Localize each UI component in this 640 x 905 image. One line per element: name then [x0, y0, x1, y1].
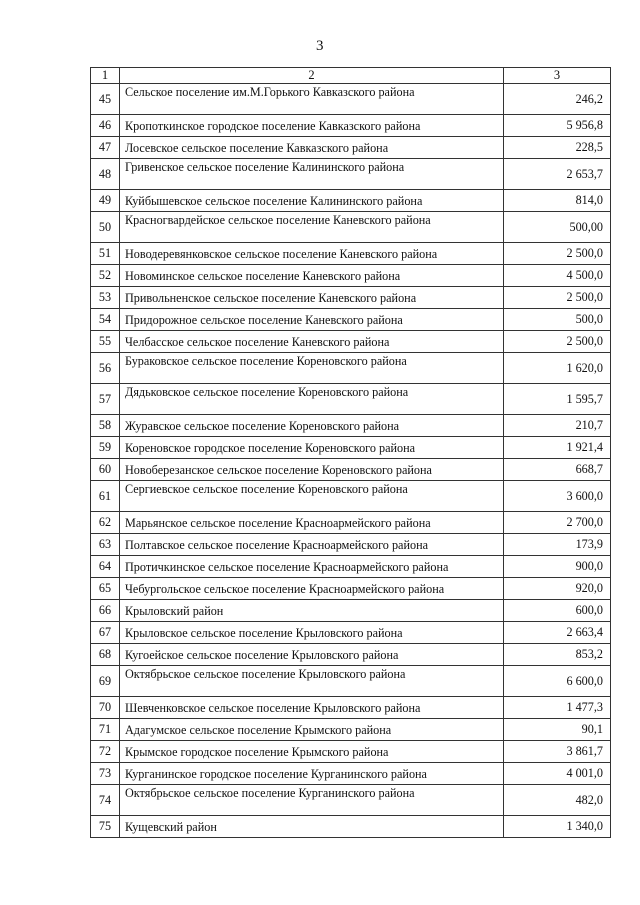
page-number: 3	[316, 38, 324, 54]
row-name-cell: Октябрьское сельское поселение Курганинского района	[120, 785, 504, 816]
row-value-cell: 2 653,7	[504, 159, 611, 190]
row-number-cell: 72	[91, 741, 120, 763]
table-body	[91, 84, 611, 838]
row-value-cell: 2 500,0	[504, 287, 611, 309]
table-row	[91, 578, 611, 600]
row-number-cell: 52	[91, 265, 120, 287]
table-row	[91, 719, 611, 741]
column-header-value: 3	[504, 68, 611, 84]
row-number-cell: 69	[91, 666, 120, 697]
row-number-cell: 67	[91, 622, 120, 644]
row-name-cell: Марьянское сельское поселение Красноармейского района	[120, 512, 504, 534]
row-name-cell: Кугоейское сельское поселение Крыловского района	[120, 644, 504, 666]
row-name-cell: Кущевский район	[120, 816, 504, 838]
row-number-cell: 45	[91, 84, 120, 115]
row-name-cell: Новоминское сельское поселение Каневского района	[120, 265, 504, 287]
row-name-cell: Новоберезанское сельское поселение Кореновского района	[120, 459, 504, 481]
table-row	[91, 115, 611, 137]
row-number-cell: 54	[91, 309, 120, 331]
row-name-cell: Придорожное сельское поселение Каневского района	[120, 309, 504, 331]
table-row	[91, 556, 611, 578]
row-number-cell: 74	[91, 785, 120, 816]
table-row	[91, 534, 611, 556]
row-name-cell: Чебургольское сельское поселение Красноармейского района	[120, 578, 504, 600]
row-name-cell: Челбасское сельское поселение Каневского района	[120, 331, 504, 353]
row-number-cell: 71	[91, 719, 120, 741]
table-row	[91, 816, 611, 838]
row-name-cell: Куйбышевское сельское поселение Калининского района	[120, 190, 504, 212]
row-name-cell: Полтавское сельское поселение Красноармейского района	[120, 534, 504, 556]
row-value-cell: 4 500,0	[504, 265, 611, 287]
table-row	[91, 353, 611, 384]
row-name-cell: Дядьковское сельское поселение Кореновского района	[120, 384, 504, 415]
row-number-cell: 61	[91, 481, 120, 512]
row-number-cell: 62	[91, 512, 120, 534]
table-row	[91, 481, 611, 512]
row-number-cell: 64	[91, 556, 120, 578]
row-number-cell: 57	[91, 384, 120, 415]
row-number-cell: 68	[91, 644, 120, 666]
row-value-cell: 210,7	[504, 415, 611, 437]
row-number-cell: 73	[91, 763, 120, 785]
row-number-cell: 49	[91, 190, 120, 212]
row-value-cell: 3 861,7	[504, 741, 611, 763]
row-name-cell: Привольненское сельское поселение Каневского района	[120, 287, 504, 309]
column-header-name: 2	[120, 68, 504, 84]
row-name-cell: Крымское городское поселение Крымского района	[120, 741, 504, 763]
row-name-cell: Октябрьское сельское поселение Крыловского района	[120, 666, 504, 697]
row-value-cell: 853,2	[504, 644, 611, 666]
table-header	[91, 68, 611, 84]
row-value-cell: 1 620,0	[504, 353, 611, 384]
row-number-cell: 59	[91, 437, 120, 459]
table-row	[91, 331, 611, 353]
row-value-cell: 482,0	[504, 785, 611, 816]
allocation-table	[90, 67, 611, 838]
row-number-cell: 58	[91, 415, 120, 437]
row-number-cell: 63	[91, 534, 120, 556]
table-row	[91, 84, 611, 115]
table-row	[91, 437, 611, 459]
row-name-cell: Протичкинское сельское поселение Красноармейского района	[120, 556, 504, 578]
row-number-cell: 65	[91, 578, 120, 600]
row-number-cell: 53	[91, 287, 120, 309]
table-row	[91, 697, 611, 719]
row-value-cell: 814,0	[504, 190, 611, 212]
table-row	[91, 137, 611, 159]
row-name-cell: Адагумское сельское поселение Крымского района	[120, 719, 504, 741]
row-name-cell: Крыловский район	[120, 600, 504, 622]
row-value-cell: 90,1	[504, 719, 611, 741]
row-name-cell: Бураковское сельское поселение Кореновского района	[120, 353, 504, 384]
row-name-cell: Новодеревянковское сельское поселение Каневского района	[120, 243, 504, 265]
table-row	[91, 384, 611, 415]
row-value-cell: 4 001,0	[504, 763, 611, 785]
row-value-cell: 2 500,0	[504, 331, 611, 353]
row-name-cell: Шевченковское сельское поселение Крыловского района	[120, 697, 504, 719]
row-name-cell: Сельское поселение им.М.Горького Кавказского района	[120, 84, 504, 115]
row-number-cell: 50	[91, 212, 120, 243]
table-row	[91, 644, 611, 666]
row-number-cell: 47	[91, 137, 120, 159]
row-name-cell: Красногвардейское сельское поселение Каневского района	[120, 212, 504, 243]
row-name-cell: Журавское сельское поселение Кореновского района	[120, 415, 504, 437]
row-name-cell: Лосевское сельское поселение Кавказского района	[120, 137, 504, 159]
row-value-cell: 500,0	[504, 309, 611, 331]
table-row	[91, 512, 611, 534]
table-row	[91, 622, 611, 644]
row-value-cell: 2 700,0	[504, 512, 611, 534]
row-value-cell: 1 921,4	[504, 437, 611, 459]
row-value-cell: 2 663,4	[504, 622, 611, 644]
row-value-cell: 1 477,3	[504, 697, 611, 719]
row-name-cell: Крыловское сельское поселение Крыловского района	[120, 622, 504, 644]
row-name-cell: Кореновское городское поселение Кореновского района	[120, 437, 504, 459]
row-number-cell: 75	[91, 816, 120, 838]
table-row	[91, 415, 611, 437]
row-number-cell: 66	[91, 600, 120, 622]
row-value-cell: 900,0	[504, 556, 611, 578]
row-number-cell: 60	[91, 459, 120, 481]
table-row	[91, 287, 611, 309]
row-number-cell: 46	[91, 115, 120, 137]
row-number-cell: 51	[91, 243, 120, 265]
table-row	[91, 243, 611, 265]
row-value-cell: 5 956,8	[504, 115, 611, 137]
table-row	[91, 741, 611, 763]
row-value-cell: 1 595,7	[504, 384, 611, 415]
row-value-cell: 173,9	[504, 534, 611, 556]
row-name-cell: Сергиевское сельское поселение Кореновского района	[120, 481, 504, 512]
row-value-cell: 668,7	[504, 459, 611, 481]
row-value-cell: 3 600,0	[504, 481, 611, 512]
row-value-cell: 920,0	[504, 578, 611, 600]
table-row	[91, 159, 611, 190]
row-number-cell: 55	[91, 331, 120, 353]
column-header-number: 1	[91, 68, 120, 84]
table-row	[91, 190, 611, 212]
row-value-cell: 500,00	[504, 212, 611, 243]
row-number-cell: 70	[91, 697, 120, 719]
table-row	[91, 459, 611, 481]
row-name-cell: Гривенское сельское поселение Калининского района	[120, 159, 504, 190]
row-value-cell: 600,0	[504, 600, 611, 622]
table-row	[91, 309, 611, 331]
row-value-cell: 1 340,0	[504, 816, 611, 838]
row-number-cell: 48	[91, 159, 120, 190]
row-number-cell: 56	[91, 353, 120, 384]
table-row	[91, 763, 611, 785]
table-row	[91, 265, 611, 287]
row-value-cell: 228,5	[504, 137, 611, 159]
table-row	[91, 666, 611, 697]
row-value-cell: 246,2	[504, 84, 611, 115]
row-value-cell: 2 500,0	[504, 243, 611, 265]
table-row	[91, 600, 611, 622]
table-row	[91, 785, 611, 816]
row-name-cell: Курганинское городское поселение Курганинского района	[120, 763, 504, 785]
table-row	[91, 212, 611, 243]
row-value-cell: 6 600,0	[504, 666, 611, 697]
row-name-cell: Кропоткинское городское поселение Кавказского района	[120, 115, 504, 137]
